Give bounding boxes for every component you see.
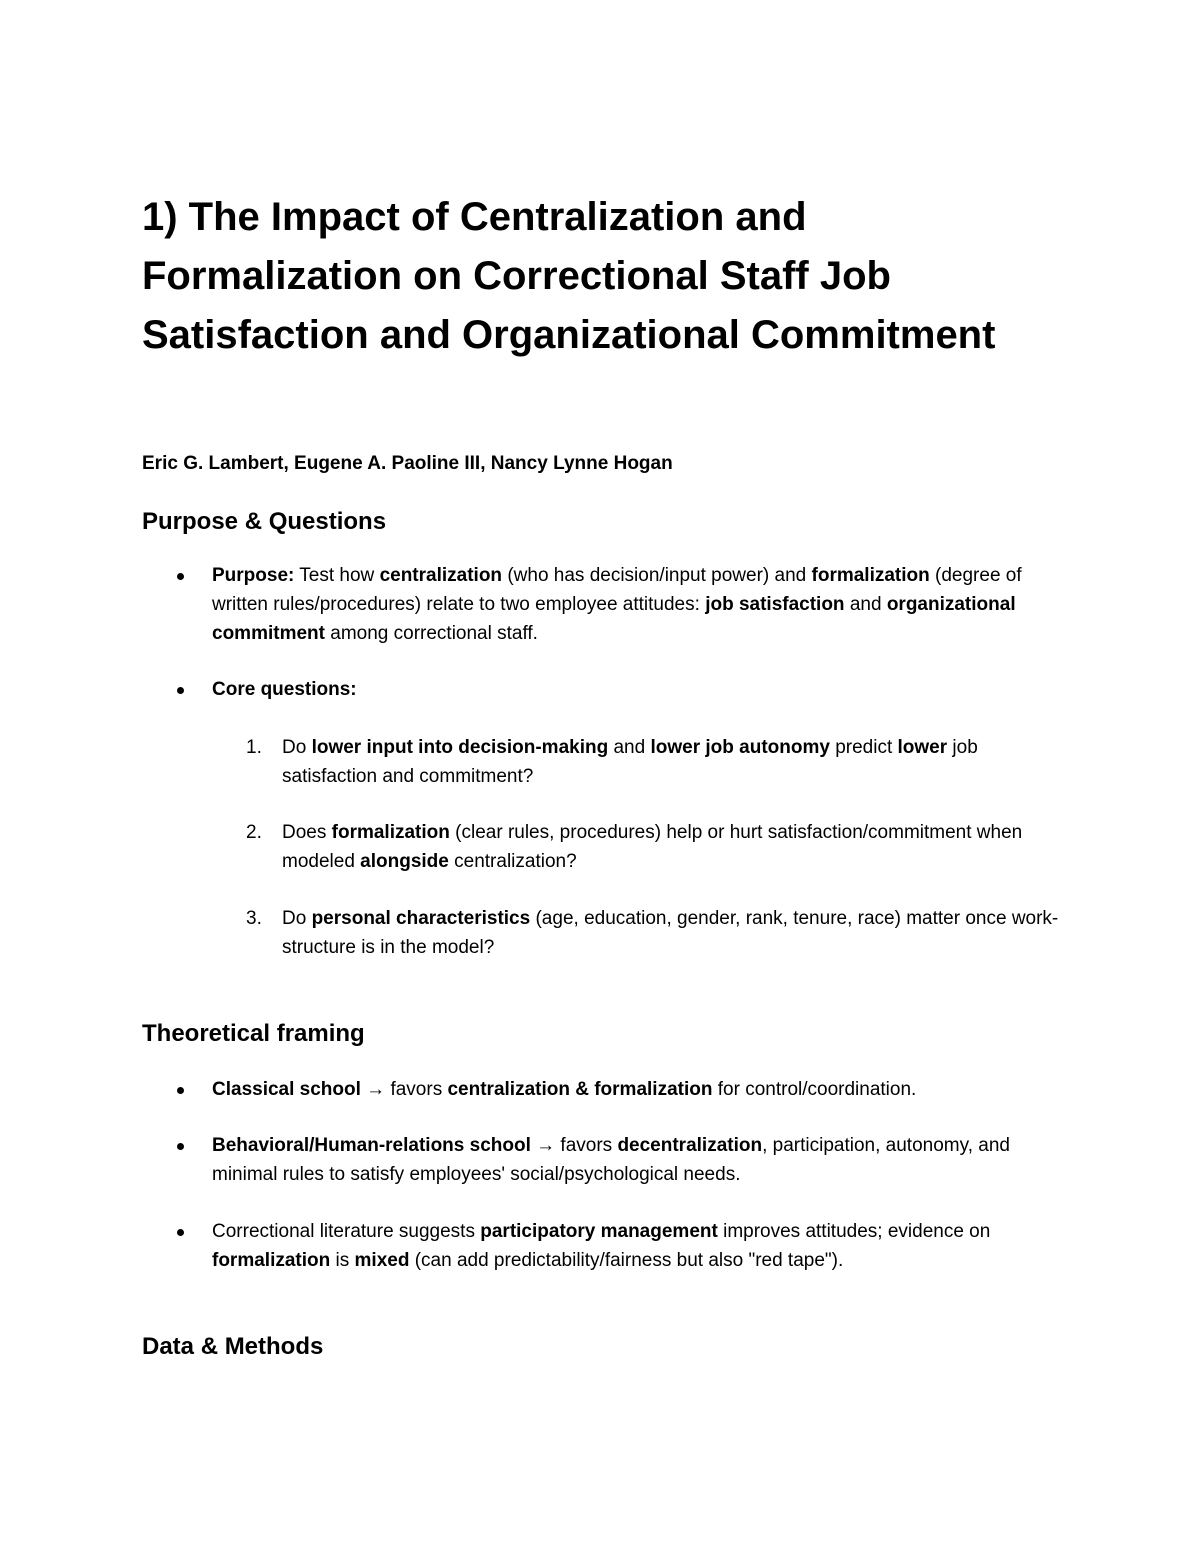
bullet-dot-icon — [177, 573, 184, 580]
section-heading-purpose: Purpose & Questions — [142, 508, 387, 535]
numbered-item-text: Do personal characteristics (age, education, gender, rank, tenure, race) matter once work-structure is in the model? — [282, 908, 1059, 958]
section-heading-theory: Theoretical framing — [142, 1020, 365, 1047]
list-number: 3. — [246, 908, 262, 929]
bullet-dot-icon — [177, 1087, 184, 1094]
bullet-text: Correctional literature suggests participatory management improves attitudes; evidence on formalization is mixed (can add predictability/fairness but also "red tape"). — [212, 1221, 991, 1271]
bullet-text: Behavioral/Human-relations school → favors decentralization, participation, autonomy, and minimal rules to satisfy employees' social/psychological needs. — [212, 1135, 1010, 1185]
list-number: 2. — [246, 822, 262, 843]
numbered-item-text: Does formalization (clear rules, procedures) help or hurt satisfaction/commitment when modeled alongside centralization? — [282, 822, 1023, 872]
bullet-core-questions — [142, 676, 1062, 705]
bullet-dot-icon — [177, 1229, 184, 1236]
numbered-item-text: Do lower input into decision-making and lower job autonomy predict lower job satisfaction and commitment? — [282, 737, 978, 787]
numbered-item-3 — [142, 905, 1062, 963]
bullet-behavioral-school — [142, 1132, 1062, 1190]
numbered-item-2 — [142, 819, 1062, 877]
bullet-correctional-literature — [142, 1218, 1062, 1276]
bullet-classical-school — [142, 1076, 1062, 1105]
authors-line: Eric G. Lambert, Eugene A. Paoline III, Nancy Lynne Hogan — [142, 453, 673, 474]
bullet-text: Core questions: — [212, 679, 357, 700]
section-heading-data-methods: Data & Methods — [142, 1333, 324, 1360]
bullet-purpose — [142, 562, 1062, 648]
bullet-dot-icon — [177, 687, 184, 694]
bullet-text: Purpose: Test how centralization (who has decision/input power) and formalization (degree of written rules/procedures) relate to two employee attitudes: job satisfaction and organizational commitment among correctional staff. — [212, 565, 1022, 644]
document-title: 1) The Impact of Centralization and Formalization on Correctional Staff Job Satisfaction and Organizational Commitment — [142, 195, 996, 357]
bullet-text: Classical school → favors centralization & formalization for control/coordination. — [212, 1079, 917, 1100]
bullet-dot-icon — [177, 1143, 184, 1150]
numbered-item-1 — [142, 734, 1062, 792]
list-number: 1. — [246, 737, 262, 758]
